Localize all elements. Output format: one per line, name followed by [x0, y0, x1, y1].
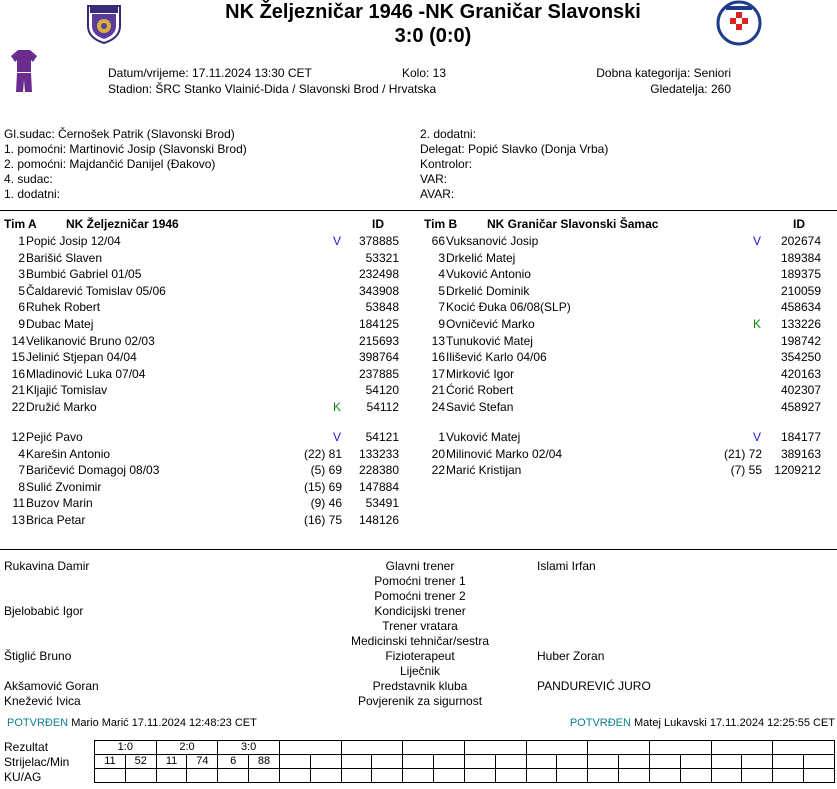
sub-minute: (21) 72: [723, 446, 762, 461]
card-cell: [310, 769, 341, 783]
team-a-label: Tim A: [4, 217, 37, 231]
staff-role: Medicinski tehničar/sestra: [350, 634, 490, 648]
scorer-cell: [372, 755, 403, 769]
team-a-name: NK Željezničar 1946: [66, 217, 179, 231]
player-id: 184177: [780, 430, 821, 444]
scorer-cell: [557, 755, 588, 769]
captain-mark: K: [333, 400, 342, 414]
player-number: 13: [11, 513, 25, 527]
match-round: Kolo: 13: [402, 66, 447, 80]
scorer-cell: [526, 755, 557, 769]
official-line: Kontrolor:: [420, 157, 473, 171]
player-id: 53848: [365, 300, 399, 315]
player-id: 378885: [358, 234, 399, 248]
card-cell: [156, 769, 187, 783]
score-cell: [649, 741, 711, 755]
scorer-cell: [619, 755, 650, 769]
card-cell: [588, 769, 619, 783]
player-name: Sulić Zvonimir: [26, 479, 102, 494]
player-name: Jelinić Stjepan 04/04: [26, 350, 137, 365]
away-staff-name: Islami Irfan: [537, 559, 596, 573]
scorer-cell: [649, 755, 680, 769]
player-id: 228380: [358, 463, 399, 478]
player-name: Ilišević Karlo 04/06: [446, 350, 547, 365]
player-id: 458634: [780, 300, 821, 315]
player-number: 17: [431, 366, 445, 381]
player-name: Karešin Antonio: [26, 446, 111, 461]
team-b-label: Tim B: [424, 217, 458, 231]
player-name: Mladinović Luka 07/04: [26, 366, 146, 381]
player-number: 7: [18, 463, 25, 478]
player-id: 1209212: [774, 463, 821, 478]
official-line: AVAR:: [420, 187, 455, 201]
sub-minute: (16) 75: [303, 513, 342, 527]
scorer-cell: [403, 755, 434, 769]
staff-role: Kondicijski trener: [374, 604, 466, 618]
player-number: 22: [11, 400, 25, 414]
player-name: Družić Marko: [26, 400, 97, 414]
goalkeeper-mark: V: [753, 234, 762, 248]
confirm-home-label: POTVRĐEN: [7, 717, 69, 729]
player-number: 24: [431, 400, 445, 414]
player-name: Buzov Marin: [26, 496, 93, 511]
scorer-cell: [341, 755, 372, 769]
confirm-away-label: POTVRĐEN: [569, 717, 631, 729]
player-id: 354250: [780, 350, 821, 365]
confirm-home-text: Mario Marić 17.11.2024 12:48:23 CET: [71, 717, 257, 729]
player-number: 8: [18, 479, 25, 494]
sub-minute: (22) 81: [303, 446, 342, 461]
player-id: 189375: [780, 267, 821, 282]
player-name: Ruhek Robert: [26, 300, 101, 315]
player-number: 1: [18, 234, 25, 248]
official-line: VAR:: [420, 172, 448, 186]
card-cell: [434, 769, 465, 783]
player-id: 389163: [780, 446, 821, 461]
attendance: Gledatelja: 260: [650, 82, 731, 96]
away-staff-name: PANDUREVIĆ JURO: [537, 679, 651, 693]
player-name: Milinović Marko 02/04: [446, 446, 563, 461]
player-number: 7: [438, 300, 445, 315]
player-name: Drkelić Dominik: [446, 283, 530, 298]
staff-role: Liječnik: [399, 664, 441, 678]
age-category: Dobna kategorija: Seniori: [596, 66, 731, 80]
player-name: Velikanović Bruno 02/03: [26, 333, 155, 348]
score-table: [94, 740, 835, 783]
player-name: Drkelić Matej: [446, 250, 516, 265]
player-name: Savić Stefan: [446, 400, 514, 414]
player-name: Brica Petar: [26, 513, 86, 527]
card-cell: [341, 769, 372, 783]
official-line: 4. sudac:: [4, 172, 53, 186]
match-datetime: Datum/vrijeme: 17.11.2024 13:30 CET: [108, 66, 312, 80]
player-name: Ćorić Robert: [446, 383, 514, 398]
result-label: Rezultat: [4, 740, 49, 754]
player-number: 66: [431, 234, 445, 248]
confirm-home: [7, 717, 257, 729]
card-cell: [279, 769, 310, 783]
player-name: Kljajić Tomislav: [26, 383, 108, 398]
card-label: KU/AG: [4, 770, 42, 784]
home-staff-name: Knežević Ivica: [4, 694, 81, 708]
player-number: 1: [438, 430, 445, 444]
score-cell: [279, 741, 341, 755]
score-cell: [711, 741, 773, 755]
player-name: Kocić Đuka 06/08(SLP): [446, 300, 571, 315]
match-score: 3:0 (0:0): [394, 25, 472, 47]
away-club-logo: [716, 0, 762, 49]
player-name: Marić Kristijan: [446, 463, 522, 478]
scorer-cell: [588, 755, 619, 769]
scorer-cell: [279, 755, 310, 769]
player-id: 184125: [358, 317, 399, 331]
score-cell: [464, 741, 526, 755]
player-number: 3: [18, 267, 25, 282]
player-id: 420163: [780, 366, 821, 381]
scorer-cell: [711, 755, 742, 769]
card-cell: [125, 769, 156, 783]
scorer-cell: 74: [187, 755, 218, 769]
scorer-cell: [310, 755, 341, 769]
player-name: Dubac Matej: [26, 317, 94, 331]
staff-role: Pomoćni trener 1: [374, 574, 466, 588]
score-cell: 1:0: [95, 741, 157, 755]
scorer-cell: 52: [125, 755, 156, 769]
card-cell: [804, 769, 835, 783]
player-id: 54112: [366, 400, 399, 414]
card-cell: [187, 769, 218, 783]
score-cell: [403, 741, 465, 755]
player-name: Mirković Igor: [446, 366, 515, 381]
player-number: 20: [431, 446, 445, 461]
player-name: Pejić Pavo: [26, 430, 83, 444]
goalkeeper-mark: V: [333, 430, 342, 444]
player-id: 147884: [358, 479, 399, 494]
card-cell: [495, 769, 526, 783]
player-number: 3: [438, 250, 445, 265]
sub-minute: (5) 69: [310, 463, 342, 478]
staff-role: Povjerenik za sigurnost: [357, 694, 483, 708]
player-number: 6: [18, 300, 25, 315]
player-name: Vuksanović Josip: [446, 234, 539, 248]
player-id: 133226: [780, 317, 821, 331]
player-id: 189384: [780, 250, 821, 265]
player-name: Čaldarević Tomislav 05/06: [26, 283, 166, 298]
player-id: 458927: [780, 400, 821, 414]
card-cell: [526, 769, 557, 783]
player-name: Ovničević Marko: [446, 317, 535, 331]
player-id: 148126: [358, 513, 399, 527]
scorer-label: Strijelac/Min: [4, 755, 70, 769]
player-id: 402307: [780, 383, 821, 398]
card-cell: [464, 769, 495, 783]
player-number: 15: [11, 350, 25, 365]
player-number: 16: [431, 350, 445, 365]
player-id: 202674: [780, 234, 821, 248]
official-line: Delegat: Popić Slavko (Donja Vrba): [420, 142, 609, 156]
score-cell: [341, 741, 403, 755]
match-title: NK Željezničar 1946 -NK Graničar Slavonski: [225, 1, 641, 23]
player-name: Bumbić Gabriel 01/05: [26, 267, 142, 282]
player-id: 198742: [780, 333, 821, 348]
card-cell: [711, 769, 742, 783]
player-number: 9: [438, 317, 445, 331]
staff-role: Trener vratara: [382, 619, 458, 633]
official-line: 1. pomoćni: Martinović Josip (Slavonski Brod): [4, 142, 247, 156]
card-cell: [218, 769, 249, 783]
score-cell: 2:0: [156, 741, 218, 755]
home-club-logo: [84, 2, 124, 47]
player-number: 14: [11, 333, 25, 348]
card-cell: [249, 769, 280, 783]
card-cell: [649, 769, 680, 783]
team-b-name: NK Graničar Slavonski Šamac: [487, 217, 659, 231]
score-cell: [526, 741, 588, 755]
sub-minute: (15) 69: [303, 479, 342, 494]
scorer-cell: 6: [218, 755, 249, 769]
player-name: Barišić Slaven: [26, 250, 103, 265]
card-cell: [403, 769, 434, 783]
score-cell: [588, 741, 650, 755]
home-staff-name: Rukavina Damir: [4, 559, 90, 573]
player-name: Tunuković Matej: [446, 333, 533, 348]
player-id: 232498: [358, 267, 399, 282]
sub-minute: (9) 46: [310, 496, 342, 511]
player-name: Vuković Matej: [446, 430, 521, 444]
card-cell: [95, 769, 126, 783]
player-id: 53491: [365, 496, 399, 511]
player-id: 237885: [358, 366, 399, 381]
official-line: 2. dodatni:: [420, 127, 477, 141]
player-number: 11: [12, 496, 25, 511]
card-cell: [557, 769, 588, 783]
team-b-id-header: ID: [793, 217, 805, 231]
player-id: 398764: [358, 350, 399, 365]
match-stadium: Stadion: ŠRC Stanko Vlainić-Dida / Slavonski Brod / Hrvatska: [108, 82, 437, 96]
player-number: 2: [18, 250, 25, 265]
sub-minute: (7) 55: [730, 463, 762, 478]
player-number: 22: [431, 463, 445, 478]
player-number: 5: [438, 283, 445, 298]
player-name: Vuković Antonio: [446, 267, 531, 282]
official-line: Gl.sudac: Černošek Patrik (Slavonski Brod): [4, 127, 235, 141]
staff-role: Glavni trener: [385, 559, 455, 573]
home-staff-name: Akšamović Goran: [4, 679, 99, 693]
player-number: 16: [11, 366, 25, 381]
home-staff-name: Bjelobabić Igor: [4, 604, 84, 618]
scorer-cell: 11: [156, 755, 187, 769]
confirm-away-text: Matej Lukavski 17.11.2024 12:25:55 CET: [634, 717, 835, 729]
confirm-away: [570, 717, 835, 729]
player-id: 215693: [358, 333, 399, 348]
player-number: 4: [18, 446, 25, 461]
card-cell: [619, 769, 650, 783]
divider: [0, 549, 837, 550]
scorer-cell: [773, 755, 804, 769]
staff-role: Fizioterapeut: [385, 649, 455, 663]
player-number: 21: [11, 383, 25, 398]
captain-mark: K: [753, 317, 762, 331]
goalkeeper-mark: V: [333, 234, 342, 248]
player-id: 133233: [358, 446, 399, 461]
home-staff-name: Štiglić Bruno: [4, 649, 72, 663]
player-id: 53321: [365, 250, 399, 265]
scorer-cell: [804, 755, 835, 769]
scorer-cell: [495, 755, 526, 769]
official-line: 2. pomoćni: Majdančić Danijel (Đakovo): [4, 157, 216, 171]
scorer-cell: [680, 755, 711, 769]
player-id: 54120: [365, 383, 399, 398]
score-cell: 3:0: [218, 741, 280, 755]
staff-role: Predstavnik kluba: [372, 679, 468, 693]
score-cell: [773, 741, 835, 755]
goalkeeper-mark: V: [753, 430, 762, 444]
player-id: 210059: [780, 283, 821, 298]
player-number: 13: [431, 333, 445, 348]
player-number: 4: [438, 267, 445, 282]
away-staff-name: Huber Zoran: [537, 649, 605, 663]
player-id: 343908: [358, 283, 399, 298]
scorer-cell: 11: [95, 755, 126, 769]
scorer-cell: [464, 755, 495, 769]
scorer-cell: 88: [249, 755, 280, 769]
player-id: 54121: [365, 430, 399, 444]
card-cell: [372, 769, 403, 783]
scorer-cell: [434, 755, 465, 769]
player-number: 5: [18, 283, 25, 298]
staff-role: Pomoćni trener 2: [374, 589, 466, 603]
jersey-icon: [10, 48, 38, 97]
player-number: 12: [11, 430, 25, 444]
player-number: 9: [18, 317, 25, 331]
team-a-id-header: ID: [372, 217, 384, 231]
player-name: Baričević Domagoj 08/03: [26, 463, 160, 478]
player-name: Popić Josip 12/04: [26, 234, 121, 248]
card-cell: [742, 769, 773, 783]
card-cell: [680, 769, 711, 783]
official-line: 1. dodatni:: [4, 187, 61, 201]
divider: [0, 210, 837, 211]
scorer-cell: [742, 755, 773, 769]
card-cell: [773, 769, 804, 783]
player-number: 21: [431, 383, 445, 398]
